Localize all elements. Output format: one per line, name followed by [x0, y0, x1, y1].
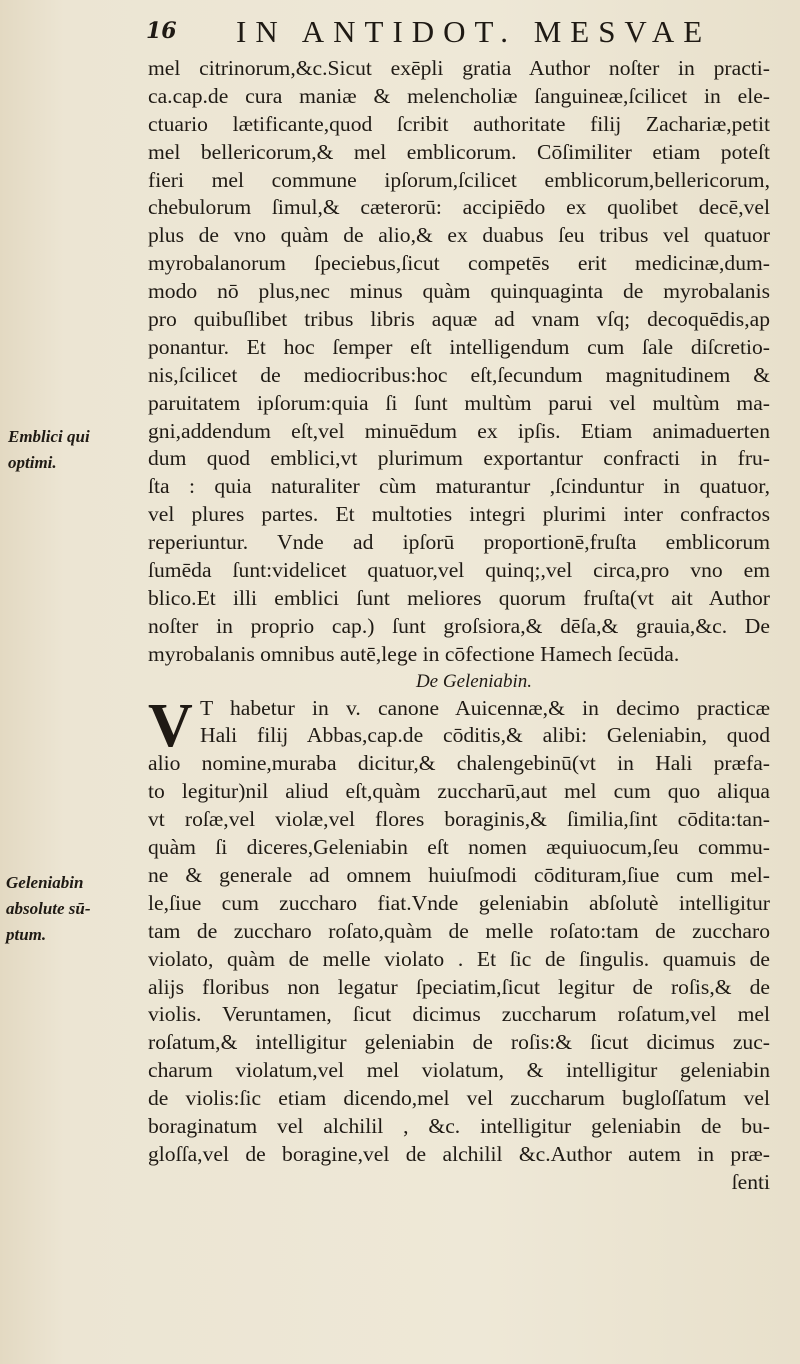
- text-line: tam de zuccharo roſato,quàm de melle roſato:tam de zuccharo: [148, 918, 770, 943]
- text-line: pro quibuſlibet tribus libris aquæ ad vnam vſq; decoquēdis,ap: [148, 307, 770, 332]
- marginal-line: Geleniabin: [6, 873, 84, 892]
- paragraph-geleniabin: [148, 750, 770, 1168]
- marginal-note-geleniabin: [6, 870, 91, 948]
- text-line: roſatum,& intelligitur geleniabin de roſis:& ſicut dicimus zuc-: [148, 1030, 770, 1055]
- text-line: ſumēda ſunt:videlicet quatuor,vel quinq;,vel circa,pro vno em: [148, 558, 770, 583]
- text-line: gni,addendum eſt,vel minuēdum ex ipſis. Etiam animaduerten: [148, 418, 770, 443]
- text-line: ctuario lætificante,quod ſcribit authoritate filij Zachariæ,petit: [148, 111, 770, 136]
- text-line: paruitatem ipſorum:quia ſi ſunt multùm parui vel multùm ma-: [148, 390, 770, 415]
- text-line: T habetur in v. canone Auicennæ,& in decimo practicæ: [200, 695, 770, 720]
- running-head: IN ANTIDOT. MESVAE: [236, 14, 712, 49]
- text-line: modo nō plus,nec minus quàm quinquaginta de myrobalanis: [148, 279, 770, 304]
- section-title: De Geleniabin.: [415, 670, 533, 692]
- text-line: alijs floribus non legatur ſpeciatim,ſicut legitur de roſis,& de: [148, 974, 770, 999]
- text-line: Hali filij Abbas,cap.de cōditis,& alibi: Geleniabin, quod: [200, 723, 770, 748]
- text-line: ne & generale ad omnem huiuſmodi cōdituram,ſiue cum mel-: [148, 862, 770, 887]
- text-line: ſta : quia naturaliter cùm maturantur ,ſcinduntur in quatuor,: [148, 474, 770, 499]
- text-line: noſter in proprio cap.) ſunt groſsiora,& dēſa,& grauia,&c. De: [148, 613, 770, 638]
- text-line: de violis:ſic etiam dicendo,mel vel zuccharum bugloſſatum vel: [148, 1086, 770, 1111]
- text-line: ca.cap.de cura maniæ & melencholiæ ſanguineæ,ſcilicet in ele-: [148, 83, 770, 108]
- text-line: chebulorum ſimul,& cæterorū: accipiēdo ex quolibet decē,vel: [148, 195, 770, 220]
- text-line: violis. Veruntamen, ſicut dicimus zuccharum roſatum,vel mel: [148, 1002, 770, 1027]
- text-line: charum violatum,vel mel violatum, & intelligitur geleniabin: [148, 1058, 770, 1083]
- marginal-line: ptum.: [6, 925, 47, 944]
- drop-cap: V: [148, 691, 193, 760]
- paragraph-geleniabin-opening: [148, 691, 770, 760]
- text-line: quàm ſi diceres,Geleniabin eſt nomen æquiuocum,ſeu commu-: [148, 835, 770, 860]
- text-line: gloſſa,vel de boragine,vel de alchilil &c.Author autem in præ-: [148, 1141, 770, 1166]
- text-line: vt roſæ,vel violæ,vel flores boraginis,& ſimilia,ſint cōdita:tan-: [148, 807, 770, 832]
- marginal-note-emblici: [8, 424, 90, 476]
- text-line: boraginatum vel alchilil , &c. intelligitur geleniabin de bu-: [148, 1113, 770, 1138]
- text-line: dum quod emblici,vt plurimum exportantur confracti in fru-: [148, 446, 770, 471]
- text-line: ponantur. Et hoc ſemper eſt intelligendum cum ſale diſcretio-: [148, 334, 770, 359]
- text-line: mel citrinorum,&c.Sicut exēpli gratia Author noſter in practi-: [148, 56, 770, 80]
- marginal-line: absolute sū-: [6, 899, 91, 918]
- text-line: blico.Et illi emblici ſunt meliores quorum fruſta(vt ait Author: [148, 585, 770, 610]
- body-text: [148, 55, 770, 1197]
- text-line: le,ſiue cum zuccharo fiat.Vnde geleniabin abſolutè intelligitur: [148, 890, 770, 915]
- text-line: plus de vno quàm de alio,& ex duabus ſeu tribus vel quatuor: [148, 223, 770, 248]
- text-line: myrobalanorum ſpeciebus,ſicut competēs erit medicinæ,dum-: [148, 251, 770, 276]
- text-line: myrobalanis omnibus autē,lege in cōfectione Hamech ſecūda.: [148, 641, 680, 666]
- page-number: 16: [146, 18, 177, 44]
- catchword: ſenti: [731, 1169, 770, 1194]
- text-line: fieri mel commune ipſorum,ſcilicet emblicorum,bellericorum,: [148, 167, 770, 192]
- text-line: mel bellericorum,& mel emblicorum. Cōſimiliter etiam poteſt: [148, 139, 770, 164]
- page-header: [30, 10, 770, 50]
- paragraph-myrobalans: [148, 55, 770, 669]
- text-line: nis,ſcilicet de mediocribus:hoc eſt,ſecundum magnitudinem &: [148, 362, 770, 387]
- drop-cap-lines: [148, 691, 770, 760]
- text-line: vel plures partes. Et multoties integri plurimi inter confractos: [148, 502, 770, 527]
- marginal-line: optimi.: [8, 453, 57, 472]
- text-line: alio nomine,muraba dicitur,& chalengebinū(vt in Hali præfa-: [148, 751, 770, 776]
- text-line: violato, quàm de melle violato . Et ſic de ſingulis. quamuis de: [148, 946, 770, 971]
- marginal-line: Emblici qui: [8, 427, 90, 446]
- text-line: reperiuntur. Vnde ad ipſorū proportionē,fruſta emblicorum: [148, 530, 770, 555]
- text-line: to legitur)nil aliud eſt,quàm zuccharū,aut mel cum quo aliqua: [148, 779, 770, 804]
